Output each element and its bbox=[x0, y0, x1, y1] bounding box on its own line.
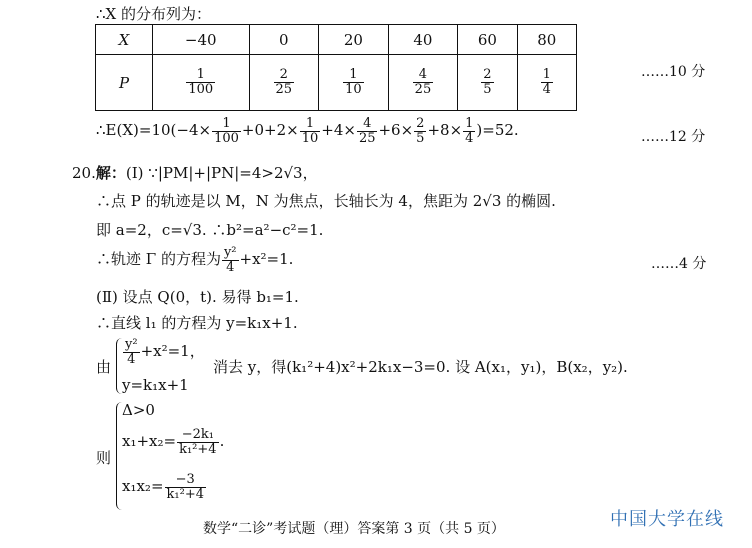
distribution-table bbox=[95, 24, 577, 111]
table-header-cell: 60 bbox=[458, 25, 517, 55]
table-row bbox=[96, 25, 577, 55]
watermark-logo: 中国大学在线 bbox=[610, 509, 724, 530]
solution-line: (Ⅱ) 设点 Q(0，t). 易得 b₁=1. bbox=[96, 288, 299, 306]
table-header-cell: 80 bbox=[517, 25, 576, 55]
table-cell: $\frac{1}{10}$ bbox=[319, 55, 389, 111]
system-equation: Δ>0 bbox=[122, 401, 155, 419]
table-header-cell: X bbox=[96, 25, 153, 55]
system-equation: x₁x₂= $\frac{-3}{\text{k₁²+4}}$ bbox=[122, 472, 204, 502]
distribution-heading: ∴X 的分布列为： bbox=[96, 5, 211, 23]
system-equation: $\frac{\text{y²}}{4}$ +x²=1， bbox=[125, 337, 205, 367]
table-cell: $\frac{1}{100}$ bbox=[153, 55, 250, 111]
solution-line: 即 a=2，c=√3. ∴b²=a²−c²=1. bbox=[96, 221, 324, 239]
table-cell: $\frac{1}{4}$ bbox=[517, 55, 576, 111]
solution-line: ∴直线 l₁ 的方程为 y=k₁x+1. bbox=[96, 314, 298, 332]
table-cell: $\frac{4}{25}$ bbox=[388, 55, 458, 111]
table-header-cell: 40 bbox=[388, 25, 458, 55]
expectation-line: ∴E(X)=10(−4× $\frac{1}{100}$ +0+2× $\frac{1}{10}$ +4× $\frac{4}{25}$ +6× $\frac{2}{5}$ +8× $\frac{1}{4}$ )=52. bbox=[96, 116, 519, 146]
solution-line: ∴轨迹 Γ 的方程为 $\frac{\text{y²}}{4}$ +x²=1. bbox=[96, 245, 294, 275]
table-cell: $\frac{2}{5}$ bbox=[458, 55, 517, 111]
table-cell: $\frac{2}{25}$ bbox=[249, 55, 319, 111]
system-equation: y=k₁x+1 bbox=[122, 376, 189, 394]
score-mark: ……12 分 bbox=[641, 129, 706, 145]
solution-label: 解： bbox=[95, 164, 126, 182]
system-prefix: 由 bbox=[96, 358, 112, 376]
question-line: 20.解：(Ⅰ) ∵|PM|+|PN|=4>2√3， bbox=[72, 164, 318, 182]
system-equation: x₁+x₂= $\frac{\text{−2k₁}}{\text{k₁²+4}}$ . bbox=[122, 427, 225, 457]
system-prefix: 则 bbox=[96, 449, 112, 467]
score-mark: ……10 分 bbox=[641, 64, 706, 80]
table-header-cell: 0 bbox=[249, 25, 319, 55]
solution-line: 消去 y，得(k₁²+4)x²+2k₁x−3=0. 设 A(x₁，y₁)，B(x₂，y₂). bbox=[213, 358, 628, 376]
question-number: 20. bbox=[72, 164, 96, 182]
table-row bbox=[96, 55, 577, 111]
table-header-cell: 20 bbox=[319, 25, 389, 55]
table-header-cell: −40 bbox=[153, 25, 250, 55]
page-footer: 数学“二诊”考试题（理）答案第 3 页（共 5 页） bbox=[203, 521, 505, 537]
table-row-label: P bbox=[96, 55, 153, 111]
score-mark: ……4 分 bbox=[651, 256, 707, 272]
solution-line: ∴点 P 的轨迹是以 M，N 为焦点，长轴长为 4，焦距为 2√3 的椭圆. bbox=[96, 192, 556, 210]
